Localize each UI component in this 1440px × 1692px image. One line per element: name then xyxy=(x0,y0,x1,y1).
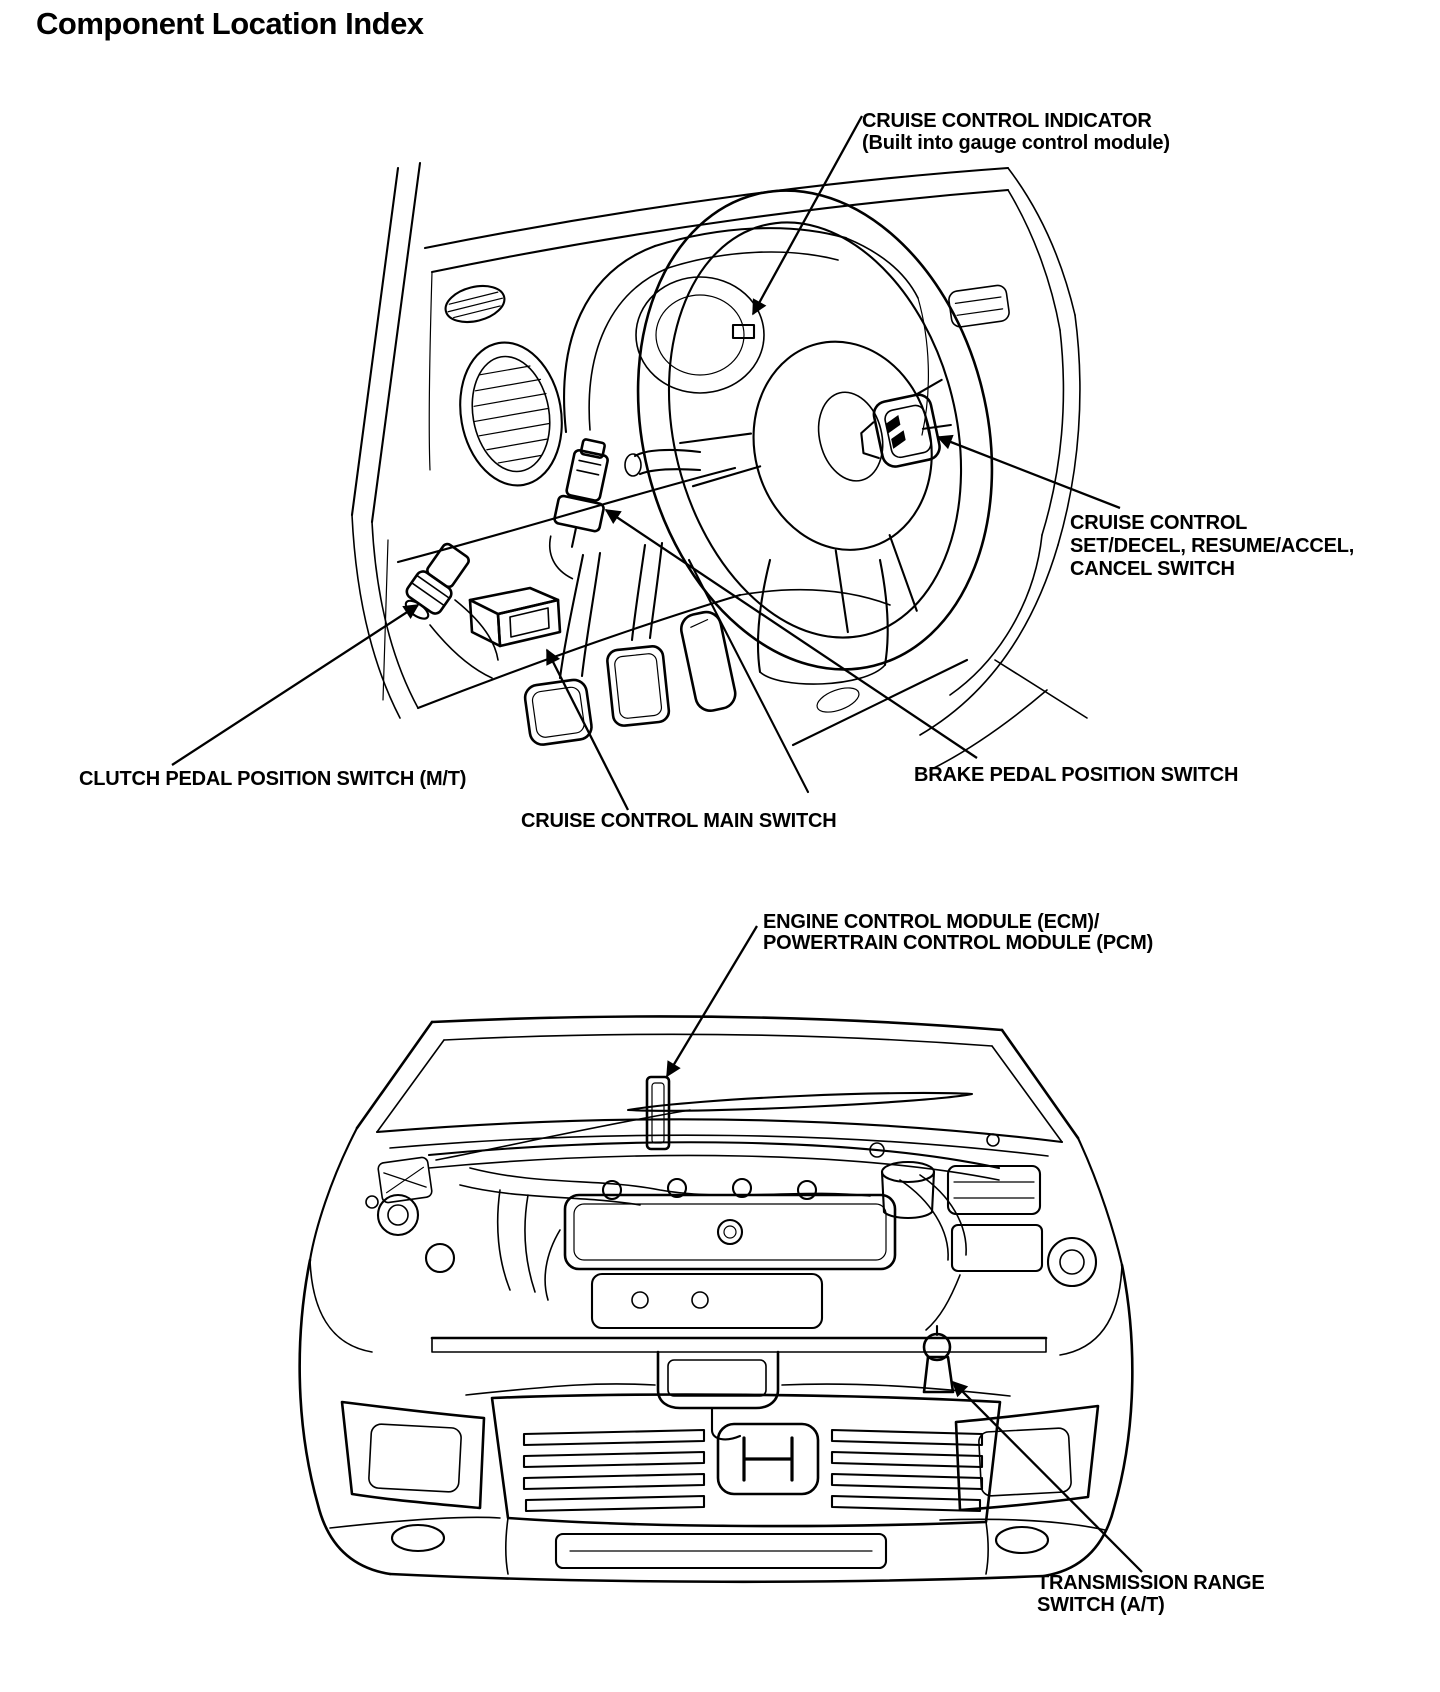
a-pillar xyxy=(352,163,420,718)
left-spoke xyxy=(680,426,761,487)
pedal-assembly xyxy=(523,543,738,746)
leader-clutch-switch xyxy=(172,605,418,765)
cruise-control-main-switch xyxy=(470,588,560,646)
label-line: BRAKE PEDAL POSITION SWITCH xyxy=(914,764,1239,786)
label-cruise-control-switches xyxy=(1070,512,1354,581)
brake-pedal-pad xyxy=(606,645,670,726)
label-transmission-range-switch xyxy=(1037,1572,1265,1616)
label-line: (Built into gauge control module) xyxy=(862,132,1170,154)
engine-valve-cover xyxy=(470,1168,895,1328)
label-line: CRUISE CONTROL MAIN SWITCH xyxy=(521,810,837,832)
label-line: SWITCH (A/T) xyxy=(1037,1594,1165,1616)
label-line: CLUTCH PEDAL POSITION SWITCH (M/T) xyxy=(79,768,467,790)
leader-cruise-switch-pod xyxy=(938,437,1120,508)
label-line: POWERTRAIN CONTROL MODULE (PCM) xyxy=(763,932,1154,954)
left-fog-light xyxy=(392,1525,444,1551)
engine-bay-walls xyxy=(310,1128,1122,1355)
right-engine-components xyxy=(882,1162,1096,1330)
headlights xyxy=(342,1402,1098,1510)
label-line: ENGINE CONTROL MODULE (ECM)/ xyxy=(763,911,1100,933)
front-bumper xyxy=(300,1260,1133,1582)
dashboard-illustration xyxy=(352,153,1087,792)
hood xyxy=(357,1016,1078,1156)
clutch-pedal-arm xyxy=(560,553,600,678)
cowl-and-wiper xyxy=(429,1093,999,1180)
label-line: TRANSMISSION RANGE xyxy=(1037,1572,1265,1594)
label-line: SET/DECEL, RESUME/ACCEL, xyxy=(1070,535,1355,557)
leader-ecm-pcm xyxy=(667,926,757,1076)
transmission-range-switch xyxy=(924,1326,953,1392)
front-grille xyxy=(492,1395,1000,1527)
label-ecm-pcm xyxy=(763,912,1153,954)
wiper-blade xyxy=(628,1093,972,1111)
label-cruise-control-main-switch xyxy=(521,810,837,832)
intake-cover xyxy=(592,1274,822,1328)
steering-hub-pad xyxy=(732,323,954,569)
dash-speaker-grille xyxy=(442,280,508,328)
driver-air-vent xyxy=(449,334,572,493)
label-cruise-control-indicator xyxy=(862,110,1170,154)
engine-bay-illustration xyxy=(300,1016,1133,1581)
lower-spoke xyxy=(828,533,918,632)
label-line: CRUISE CONTROL INDICATOR xyxy=(862,110,1152,132)
label-line: CANCEL SWITCH xyxy=(1070,558,1235,580)
cruise-control-switch-pod xyxy=(854,392,942,472)
label-line: CRUISE CONTROL xyxy=(1070,512,1248,534)
ecm-pcm-module xyxy=(647,1077,669,1149)
accelerator-pedal xyxy=(679,609,739,713)
left-headlight xyxy=(342,1402,484,1508)
page-title: Component Location Index xyxy=(36,6,424,41)
clutch-pedal-pad xyxy=(523,678,593,746)
right-fog-light xyxy=(996,1527,1048,1553)
left-engine-components xyxy=(366,1157,640,1300)
label-clutch-pedal-position-switch xyxy=(79,768,466,790)
steering-wheel xyxy=(589,153,1040,708)
steering-column xyxy=(625,450,888,684)
label-brake-pedal-position-switch xyxy=(914,764,1238,786)
